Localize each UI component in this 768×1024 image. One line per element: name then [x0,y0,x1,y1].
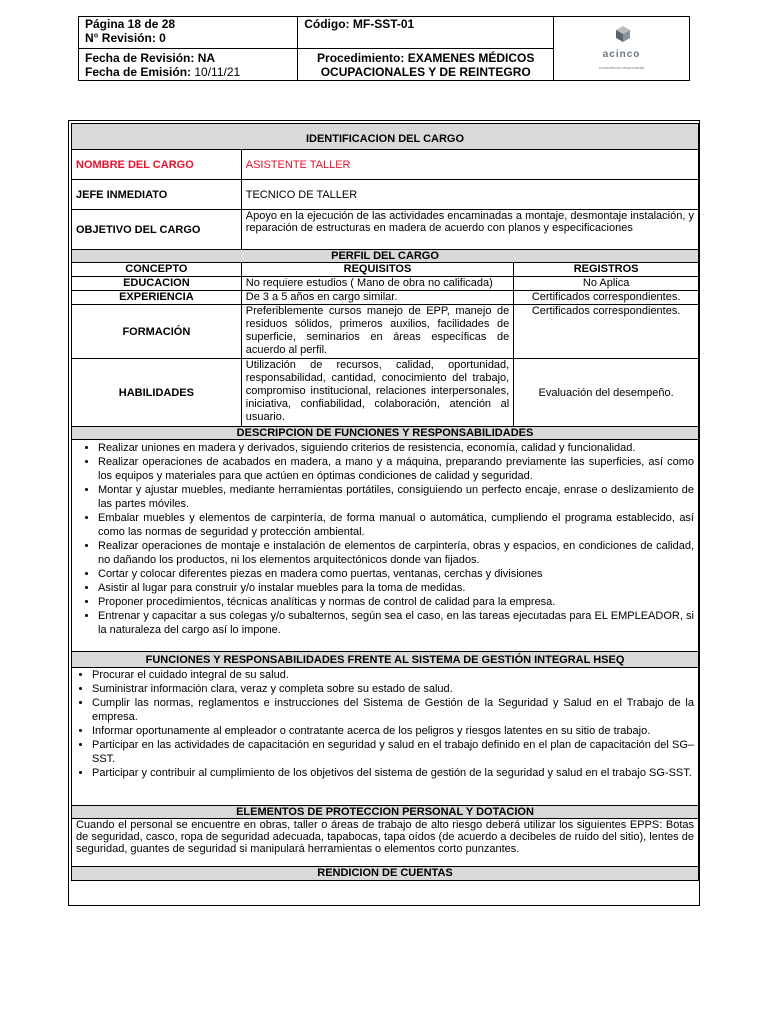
list-item: • Cumplir las normas, reglamentos e instrucciones del Sistema de Gestión de la Seguridad y Salud en el Trabajo de la empresa. [92,696,694,724]
jefe-inmediato-value: TECNICO DE TALLER [241,180,698,210]
nombre-cargo-value: ASISTENTE TALLER [241,150,698,180]
logo-subtitle: consultoría empresarial [599,65,645,70]
concepto-habilidades: HABILIDADES [72,359,242,427]
epp-text: Cuando el personal se encuentre en obras, taller o áreas de trabajo de alto riesgo deberá utilizar los siguientes EPPS: Botas de seguridad, casco, ropa de seguridad adecuada, tapabocas, tapa oídos (de acuerdo a decibeles de ruido del sitio), lentes de seguridad, guantes de seguridad si manipulará herramientas o elementos corto punzantes. [72,819,699,867]
list-item: • Cortar y colocar diferentes piezas en madera como puertas, ventanas, cerchas y divisiones [98,567,694,581]
revision-date: Fecha de Revisión: NA [85,50,216,65]
job-description-table [71,123,699,881]
procedure-title-line2: OCUPACIONALES Y DE REINTEGRO [320,64,531,79]
registro-educacion: No Aplica [514,277,699,291]
registro-formacion: Certificados correspondientes. [514,305,699,359]
document-code: Código: MF-SST-01 [298,17,554,49]
jefe-inmediato-label: JEFE INMEDIATO [72,180,242,210]
hseq-list [76,668,694,780]
list-item: • Procurar el cuidado integral de su salud. [92,668,694,682]
table-row [72,277,699,291]
document-header [78,16,690,81]
page-revision-cell [79,17,298,49]
hseq-list-cell [72,668,699,806]
table-row [72,291,699,305]
emission-date: Fecha de Emisión: 10/11/21 [85,64,241,79]
nombre-cargo-label: NOMBRE DEL CARGO [72,150,242,180]
concepto-educacion: EDUCACION [72,277,242,291]
identificacion-title: IDENTIFICACION DEL CARGO [72,124,699,150]
rendicion-title: RENDICION DE CUENTAS [72,867,699,881]
funciones-list [76,441,694,637]
list-item: • Entrenar y capacitar a sus colegas y/o subalternos, según sea el caso, en las tareas ejecutadas para EL EMPLEADOR, si la naturaleza del cargo así lo impone. [98,609,694,637]
requisito-educacion: No requiere estudios ( Mano de obra no calificada) [241,277,513,291]
header-registros: REGISTROS [514,263,699,277]
revision-number: N° Revisión: 0 [85,31,166,45]
list-item: • Suministrar información clara, veraz y completa sobre su estado de salud. [92,682,694,696]
hseq-title: FUNCIONES Y RESPONSABILIDADES FRENTE AL SISTEMA DE GESTIÓN INTEGRAL HSEQ [72,652,699,668]
concepto-formacion: FORMACIÓN [72,305,242,359]
procedure-title-line1: Procedimiento: EXAMENES MÉDICOS [317,50,535,65]
list-item: • Participar en las actividades de capacitación en seguridad y salud en el trabajo definido en el plan de capacitación del SG–SST. [92,738,694,766]
objetivo-cargo-value: Apoyo en la ejecución de las actividades encaminadas a montaje, desmontaje instalación, y reparación de estructuras en madera de acuerdo con planos y especificaciones [241,210,698,250]
registro-habilidades: Evaluación del desempeño. [514,359,699,427]
epp-title: ELEMENTOS DE PROTECCION PERSONAL Y DOTACIÓN [72,806,699,819]
concepto-experiencia: EXPERIENCIA [72,291,242,305]
funciones-list-cell [72,440,699,652]
list-item: • Participar y contribuir al cumplimiento de los objetivos del sistema de gestión de la seguridad y salud en el trabajo SG-SST. [92,766,694,780]
list-item: • Asistir al lugar para construir y/o instalar muebles para la toma de medidas. [98,581,694,595]
funciones-title: DESCRIPCION DE FUNCIONES Y RESPONSABILIDADES [72,427,699,440]
header-concepto: CONCEPTO [72,263,242,277]
logo-cell [554,17,690,81]
list-item: • Embalar muebles y elementos de carpintería, de forma manual o automática, cumpliendo el programa establecido, así como las normas de seguridad y protección ambiental. [98,511,694,539]
page-number: Página 18 de 28 [85,17,176,31]
requisito-formacion: Preferiblemente cursos manejo de EPP, manejo de residuos sólidos, primeros auxilios, facilidades de superficie, seminarios en áreas específicas de acuerdo al perfil. [241,305,513,359]
company-logo [592,24,652,70]
logo-text: acinco [602,49,641,60]
list-item: • Realizar operaciones de acabados en madera, a mano y a máquina, preparando previamente las superficies, así como los equipos y materiales para que actúen en óptimas condiciones de calidad y seguridad. [98,455,694,483]
list-item: • Informar oportunamente al empleador o contratante acerca de los peligros y riesgos latentes en su sitio de trabajo. [92,724,694,738]
requisito-habilidades: Utilización de recursos, calidad, oportunidad, responsabilidad, cantidad, conocimiento del trabajo, compromiso institucional, relaciones interpersonales, iniciativa, confiabilidad, colaboración, atención al usuario. [241,359,513,427]
table-row [72,359,699,427]
registro-experiencia: Certificados correspondientes. [514,291,699,305]
list-item: • Montar y ajustar muebles, mediante herramientas portátiles, consiguiendo un perfecto encaje, enrase o deslizamiento de las partes móviles. [98,483,694,511]
cube-icon [616,26,630,42]
dates-cell [79,49,298,81]
perfil-title: PERFIL DEL CARGO [72,250,699,263]
list-item: • Realizar uniones en madera y derivados, siguiendo criterios de resistencia, economía, calidad y funcionalidad. [98,441,694,455]
table-row [72,305,699,359]
requisito-experiencia: De 3 a 5 años en cargo similar. [241,291,513,305]
list-item: • Proponer procedimientos, técnicas analíticas y normas de control de calidad para la empresa. [98,595,694,609]
header-requisitos: REQUISITOS [241,263,513,277]
list-item: • Realizar operaciones de montaje e instalación de elementos de carpintería, obras y espacios, en condiciones de calidad, no dañando los productos, ni los elementos arquitectónicos donde van fijados. [98,539,694,567]
procedure-cell [298,49,554,81]
objetivo-cargo-label: OBJETIVO DEL CARGO [72,210,242,250]
